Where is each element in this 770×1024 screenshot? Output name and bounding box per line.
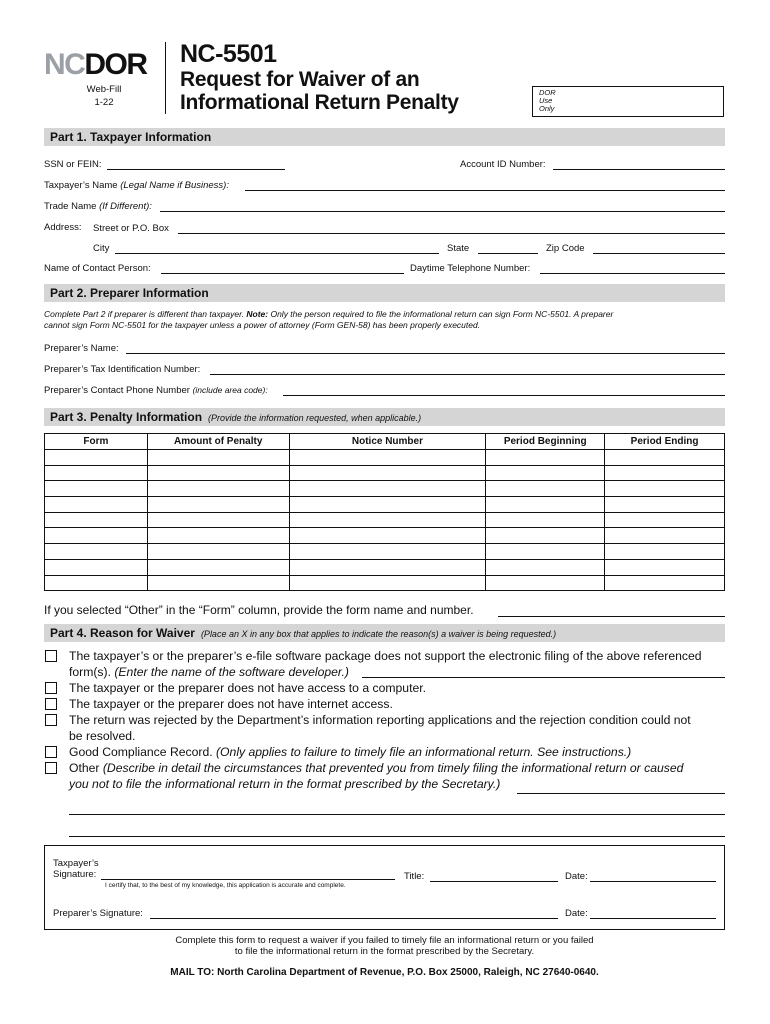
daytime-phone-label: Daytime Telephone Number: bbox=[410, 263, 531, 274]
col-period-end: Period Ending bbox=[605, 434, 725, 450]
col-form: Form bbox=[45, 434, 148, 450]
other-reason-field-3[interactable] bbox=[69, 836, 725, 837]
table-row bbox=[45, 544, 725, 560]
street-field[interactable] bbox=[178, 233, 725, 234]
penalty-table-header bbox=[45, 434, 725, 450]
preparer-tin-field[interactable] bbox=[210, 374, 725, 375]
reason-compliance-checkbox[interactable] bbox=[45, 746, 57, 758]
table-row bbox=[45, 481, 725, 497]
account-id-field[interactable] bbox=[553, 169, 725, 170]
table-row bbox=[45, 465, 725, 481]
contact-person-label: Name of Contact Person: bbox=[44, 263, 151, 274]
title-label: Title: bbox=[404, 871, 425, 882]
title-field[interactable] bbox=[430, 881, 558, 882]
mail-to: MAIL TO: North Carolina Department of Revenue, P.O. Box 25000, Raleigh, NC 27640-0640. bbox=[170, 967, 599, 978]
preparer-name-field[interactable] bbox=[126, 353, 725, 354]
form-number: NC-5501 bbox=[180, 40, 277, 68]
web-fill-label: Web-Fill 1-22 bbox=[86, 84, 122, 108]
preparer-date-label: Date: bbox=[565, 908, 588, 919]
header-divider bbox=[165, 42, 166, 114]
col-amount: Amount of Penalty bbox=[147, 434, 289, 450]
state-field[interactable] bbox=[478, 253, 538, 254]
daytime-phone-field[interactable] bbox=[540, 273, 725, 274]
table-row bbox=[45, 559, 725, 575]
table-row bbox=[45, 512, 725, 528]
certify-text: I certify that, to the best of my knowledge, this application is accurate and complete. bbox=[105, 882, 346, 889]
taxpayer-name-label: Taxpayer’s Name (Legal Name if Business): bbox=[44, 180, 229, 191]
taxpayer-name-field[interactable] bbox=[245, 190, 725, 191]
reason-rejected-text: The return was rejected by the Department’s information reporting applications and the rejection condition could not bbox=[69, 713, 691, 727]
col-notice: Notice Number bbox=[289, 434, 486, 450]
table-row bbox=[45, 575, 725, 591]
preparer-phone-field[interactable] bbox=[283, 395, 725, 396]
preparer-signature-field[interactable] bbox=[150, 918, 558, 919]
table-row bbox=[45, 528, 725, 544]
contact-person-field[interactable] bbox=[161, 273, 404, 274]
part4-header: Part 4. Reason for Waiver (Place an X in any box that applies to indicate the reason(s) a waiver is being requested.) bbox=[44, 624, 725, 642]
reason-no-internet-checkbox[interactable] bbox=[45, 698, 57, 710]
date-label: Date: bbox=[565, 871, 588, 882]
col-period-begin: Period Beginning bbox=[486, 434, 605, 450]
reason-software-text-2: form(s). (Enter the name of the software developer.) bbox=[69, 665, 349, 679]
dor-use-only-box: DOR Use Only bbox=[532, 86, 724, 117]
state-label: State bbox=[447, 243, 470, 254]
preparer-phone-label: Preparer’s Contact Phone Number (include area code): bbox=[44, 385, 268, 396]
other-reason-field-1[interactable] bbox=[517, 793, 725, 794]
reason-other-text-2: you not to file the informational return in the format prescribed by the Secretary.) bbox=[69, 777, 501, 791]
reason-software-text: The taxpayer’s or the preparer’s e-file software package does not support the electronic filing of the above referenced bbox=[69, 649, 702, 663]
reason-no-computer-checkbox[interactable] bbox=[45, 682, 57, 694]
preparer-signature-label: Preparer’s Signature: bbox=[53, 908, 143, 919]
other-form-label: If you selected “Other” in the “Form” column, provide the form name and number. bbox=[44, 603, 474, 617]
reason-no-computer-text: The taxpayer or the preparer does not have access to a computer. bbox=[69, 681, 427, 695]
taxpayer-signature-label: Taxpayer’s Signature: bbox=[53, 858, 99, 880]
other-reason-field-2[interactable] bbox=[69, 814, 725, 815]
penalty-table bbox=[44, 433, 725, 591]
reason-no-internet-text: The taxpayer or the preparer does not have internet access. bbox=[69, 697, 393, 711]
reason-compliance-text: Good Compliance Record. (Only applies to failure to timely file an informational return. See instructions.) bbox=[69, 745, 632, 759]
ssn-label: SSN or FEIN: bbox=[44, 159, 102, 170]
software-developer-field[interactable] bbox=[362, 677, 725, 678]
street-label: Street or P.O. Box bbox=[93, 223, 169, 234]
form-title: Request for Waiver of an Informational Return Penalty bbox=[180, 68, 459, 114]
city-label: City bbox=[93, 243, 110, 254]
city-field[interactable] bbox=[115, 253, 439, 254]
account-id-label: Account ID Number: bbox=[460, 159, 546, 170]
zip-label: Zip Code bbox=[546, 243, 585, 254]
reason-rejected-checkbox[interactable] bbox=[45, 714, 57, 726]
other-form-field[interactable] bbox=[498, 616, 725, 617]
footer-instructions: Complete this form to request a waiver if you failed to timely file an informational return or you failed to file the informational return in the format prescribed by the Secretary. bbox=[175, 935, 594, 957]
zip-field[interactable] bbox=[593, 253, 725, 254]
reason-other-text: Other (Describe in detail the circumstances that prevented you from timely filing the informational return or caused bbox=[69, 761, 684, 775]
preparer-date-field[interactable] bbox=[590, 918, 716, 919]
reason-other-checkbox[interactable] bbox=[45, 762, 57, 774]
taxpayer-signature-field[interactable] bbox=[101, 879, 395, 880]
trade-name-field[interactable] bbox=[160, 211, 725, 212]
table-row bbox=[45, 497, 725, 513]
preparer-tin-label: Preparer’s Tax Identification Number: bbox=[44, 364, 201, 375]
ssn-field[interactable] bbox=[107, 169, 285, 170]
date-field[interactable] bbox=[590, 881, 716, 882]
reason-rejected-text-2: be resolved. bbox=[69, 729, 136, 743]
part2-note: Complete Part 2 if preparer is different than taxpayer. Note: Only the person required to file the informational return can sign Form NC-5501. A preparer cannot sign Form NC-5501 for the taxpayer unless a power of attorney (Form GEN-58) has been properly executed. bbox=[44, 309, 614, 330]
reason-software-checkbox[interactable] bbox=[45, 650, 57, 662]
address-label: Address: bbox=[44, 222, 82, 233]
ncdor-logo: NCDOR bbox=[44, 48, 147, 81]
part1-header: Part 1. Taxpayer Information bbox=[44, 128, 725, 146]
table-row bbox=[45, 450, 725, 466]
trade-name-label: Trade Name (If Different): bbox=[44, 201, 152, 212]
part2-header: Part 2. Preparer Information bbox=[44, 284, 725, 302]
preparer-name-label: Preparer’s Name: bbox=[44, 343, 119, 354]
part3-header: Part 3. Penalty Information (Provide the information requested, when applicable.) bbox=[44, 408, 725, 426]
